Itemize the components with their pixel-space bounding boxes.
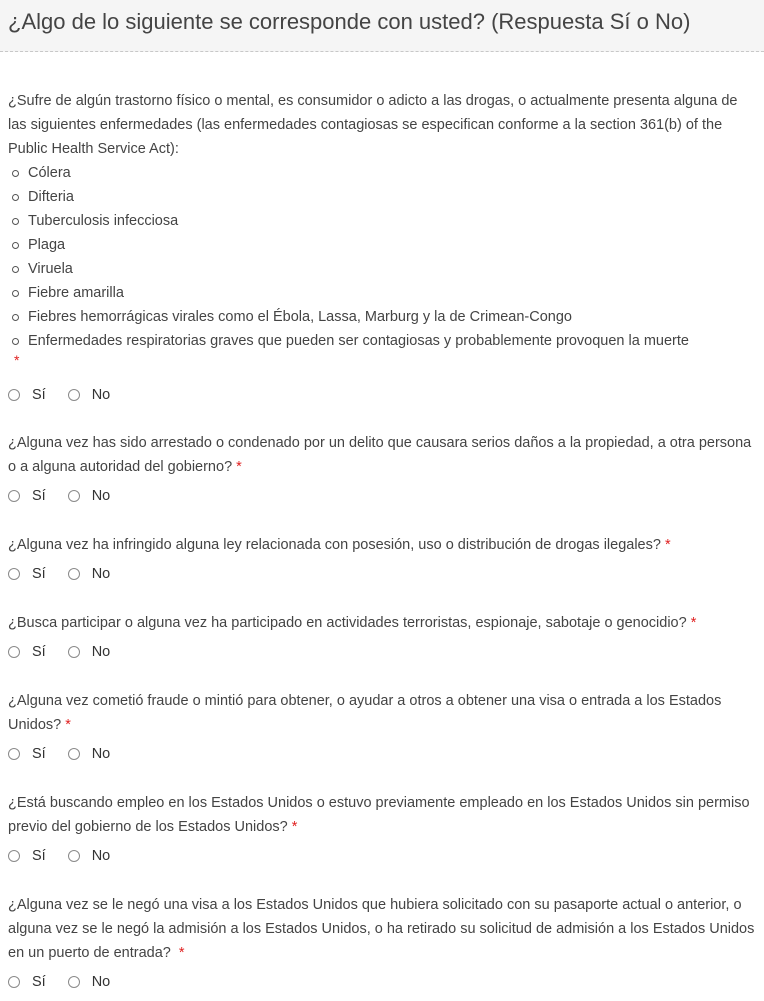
question-5 xyxy=(8,689,760,766)
required-marker: * xyxy=(14,352,20,368)
q4-no-radio[interactable] xyxy=(68,646,80,658)
bullet-icon xyxy=(12,290,19,297)
question-6-text: ¿Está buscando empleo en los Estados Unidos o estuvo previamente empleado en los Estados Unidos sin permiso previo del gobierno de los Estados Unidos? xyxy=(8,795,750,835)
question-4-text: ¿Busca participar o alguna vez ha participado en actividades terroristas, espionaje, sabotaje o genocidio? xyxy=(8,615,687,631)
disease-list xyxy=(8,161,760,353)
question-1-options xyxy=(8,383,760,407)
q2-yes-radio[interactable] xyxy=(8,490,20,502)
question-4 xyxy=(8,611,760,664)
q5-yes-radio[interactable] xyxy=(8,748,20,760)
section-header xyxy=(0,0,764,52)
q1-no-option[interactable]: No xyxy=(68,387,111,403)
list-item: Fiebres hemorrágicas virales como el Ébola, Lassa, Marburg y la de Crimean-Congo xyxy=(8,305,760,329)
page-title: ¿Algo de lo siguiente se corresponde con usted? (Respuesta Sí o No) xyxy=(8,9,691,34)
bullet-icon xyxy=(12,338,19,345)
q5-no-radio[interactable] xyxy=(68,748,80,760)
q5-no-option[interactable]: No xyxy=(68,746,111,762)
q4-yes-option[interactable]: Sí xyxy=(8,644,46,660)
question-5-text: ¿Alguna vez cometió fraude o mintió para obtener, o ayudar a otros a obtener una visa o entrada a los Estados Unidos? xyxy=(8,693,722,733)
bullet-icon xyxy=(12,170,19,177)
question-2-text: ¿Alguna vez has sido arrestado o condenado por un delito que causara serios daños a la propiedad, a otra persona o a alguna autoridad del gobierno? xyxy=(8,435,752,475)
q7-no-radio[interactable] xyxy=(68,976,80,988)
q2-yes-option[interactable]: Sí xyxy=(8,488,46,504)
bullet-icon xyxy=(12,194,19,201)
q1-no-radio[interactable] xyxy=(68,389,80,401)
question-7 xyxy=(8,893,760,994)
q2-no-radio[interactable] xyxy=(68,490,80,502)
list-item: Plaga xyxy=(8,233,760,257)
q6-yes-radio[interactable] xyxy=(8,850,20,862)
list-item: Difteria xyxy=(8,185,760,209)
question-3-text: ¿Alguna vez ha infringido alguna ley relacionada con posesión, uso o distribución de drogas ilegales? xyxy=(8,537,661,553)
q2-no-option[interactable]: No xyxy=(68,488,111,504)
required-marker: * xyxy=(291,819,298,835)
list-item: Viruela xyxy=(8,257,760,281)
q5-yes-option[interactable]: Sí xyxy=(8,746,46,762)
q1-yes-radio[interactable] xyxy=(8,389,20,401)
question-6 xyxy=(8,791,760,868)
q4-no-option[interactable]: No xyxy=(68,644,111,660)
bullet-icon xyxy=(12,266,19,273)
required-marker: * xyxy=(236,459,242,475)
q7-no-option[interactable]: No xyxy=(68,974,111,990)
required-marker: * xyxy=(690,615,697,631)
q6-no-option[interactable]: No xyxy=(68,848,111,864)
required-marker: * xyxy=(664,537,671,553)
list-item: Enfermedades respiratorias graves que pueden ser contagiosas y probablemente provoquen la muerte xyxy=(8,329,760,353)
required-marker: * xyxy=(178,945,185,961)
list-item: Fiebre amarilla xyxy=(8,281,760,305)
q4-yes-radio[interactable] xyxy=(8,646,20,658)
q6-no-radio[interactable] xyxy=(68,850,80,862)
bullet-icon xyxy=(12,242,19,249)
bullet-icon xyxy=(12,218,19,225)
question-1-text: ¿Sufre de algún trastorno físico o mental, es consumidor o adicto a las drogas, o actualmente presenta alguna de las siguientes enfermedades (las enfermedades contagiosas se especifican conforme a la section 361(b) of the Public Health Service Act): xyxy=(8,93,738,157)
list-item: Tuberculosis infecciosa xyxy=(8,209,760,233)
question-7-text: ¿Alguna vez se le negó una visa a los Estados Unidos que hubiera solicitado con su pasaporte actual o anterior, o alguna vez se le negó la admisión a los Estados Unidos, o ha retirado su solicitud de admisión a los Estados Unidos en un puerto de entrada? xyxy=(8,897,755,961)
question-1 xyxy=(8,89,760,367)
question-3 xyxy=(8,533,760,586)
q1-yes-option[interactable]: Sí xyxy=(8,387,46,403)
q7-yes-radio[interactable] xyxy=(8,976,20,988)
list-item: Cólera xyxy=(8,161,760,185)
bullet-icon xyxy=(12,314,19,321)
question-2 xyxy=(8,431,760,508)
q3-no-radio[interactable] xyxy=(68,568,80,580)
required-marker: * xyxy=(65,717,71,733)
q3-yes-radio[interactable] xyxy=(8,568,20,580)
q3-no-option[interactable]: No xyxy=(68,566,111,582)
q3-yes-option[interactable]: Sí xyxy=(8,566,46,582)
q7-yes-option[interactable]: Sí xyxy=(8,974,46,990)
q6-yes-option[interactable]: Sí xyxy=(8,848,46,864)
